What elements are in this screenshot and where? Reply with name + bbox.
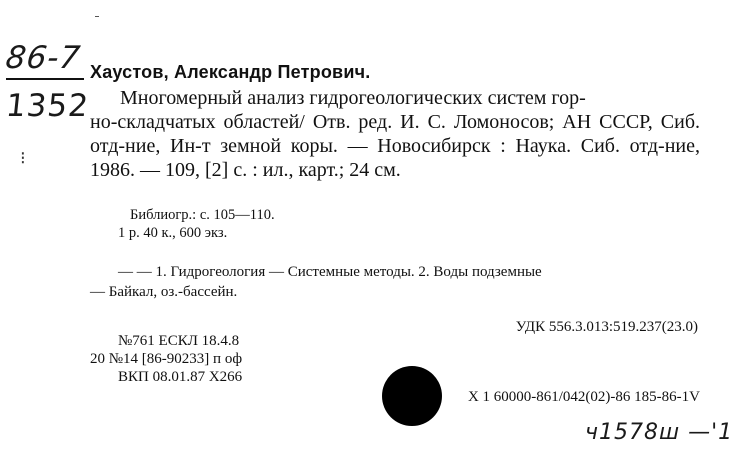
title-continuation: но-складчатых областей/ Отв. ред. И. С. Ломоносов; АН СССР, Сиб. отд-ние, Ин-т земной коры. — Новосибирск : Наука. Сиб. отд-ние, 1986. — 109, [2] с. : ил., карт.; 24 см. [90,111,700,181]
paper-mark [95,16,99,17]
shelfmark-line-1: 86-7 [3,40,83,76]
punch-hole [382,366,442,426]
udk-code: УДК 556.3.013:519.237(23.0) [515,319,698,335]
bibliography-note: Библиогр.: с. 105—110. [130,207,275,223]
technical-data [90,332,242,386]
tech-line-1: №761 ЕСКЛ 18.4.8 [118,333,240,349]
subject-line-2: — Байкал, оз.-бассейн. [90,284,238,300]
handwritten-signature: ч1578ш —'1 [585,420,734,445]
subject-headings [90,262,700,302]
subject-line-1: — — 1. Гидрогеология — Системные методы. 2. Воды подземные [118,264,542,280]
classification-code: Х 1 60000-861/042(02)-86 185-86-1V [467,389,700,405]
tech-line-3: ВКП 08.01.87 Х266 [118,369,243,385]
author-heading: Хаустов, Александр Петрович. [90,62,371,82]
shelfmark-line-2: 1352 [4,88,91,124]
bibliographic-description [90,86,700,182]
tech-line-2: 20 №14 [86-90233] п оф [90,351,243,367]
ink-speck: ⁝ [20,148,26,168]
title-line: Многомерный анализ гидрогеологических систем гор- [120,87,586,109]
price-note: 1 р. 40 к., 600 экз. [118,225,228,241]
shelfmark-divider [6,78,84,80]
